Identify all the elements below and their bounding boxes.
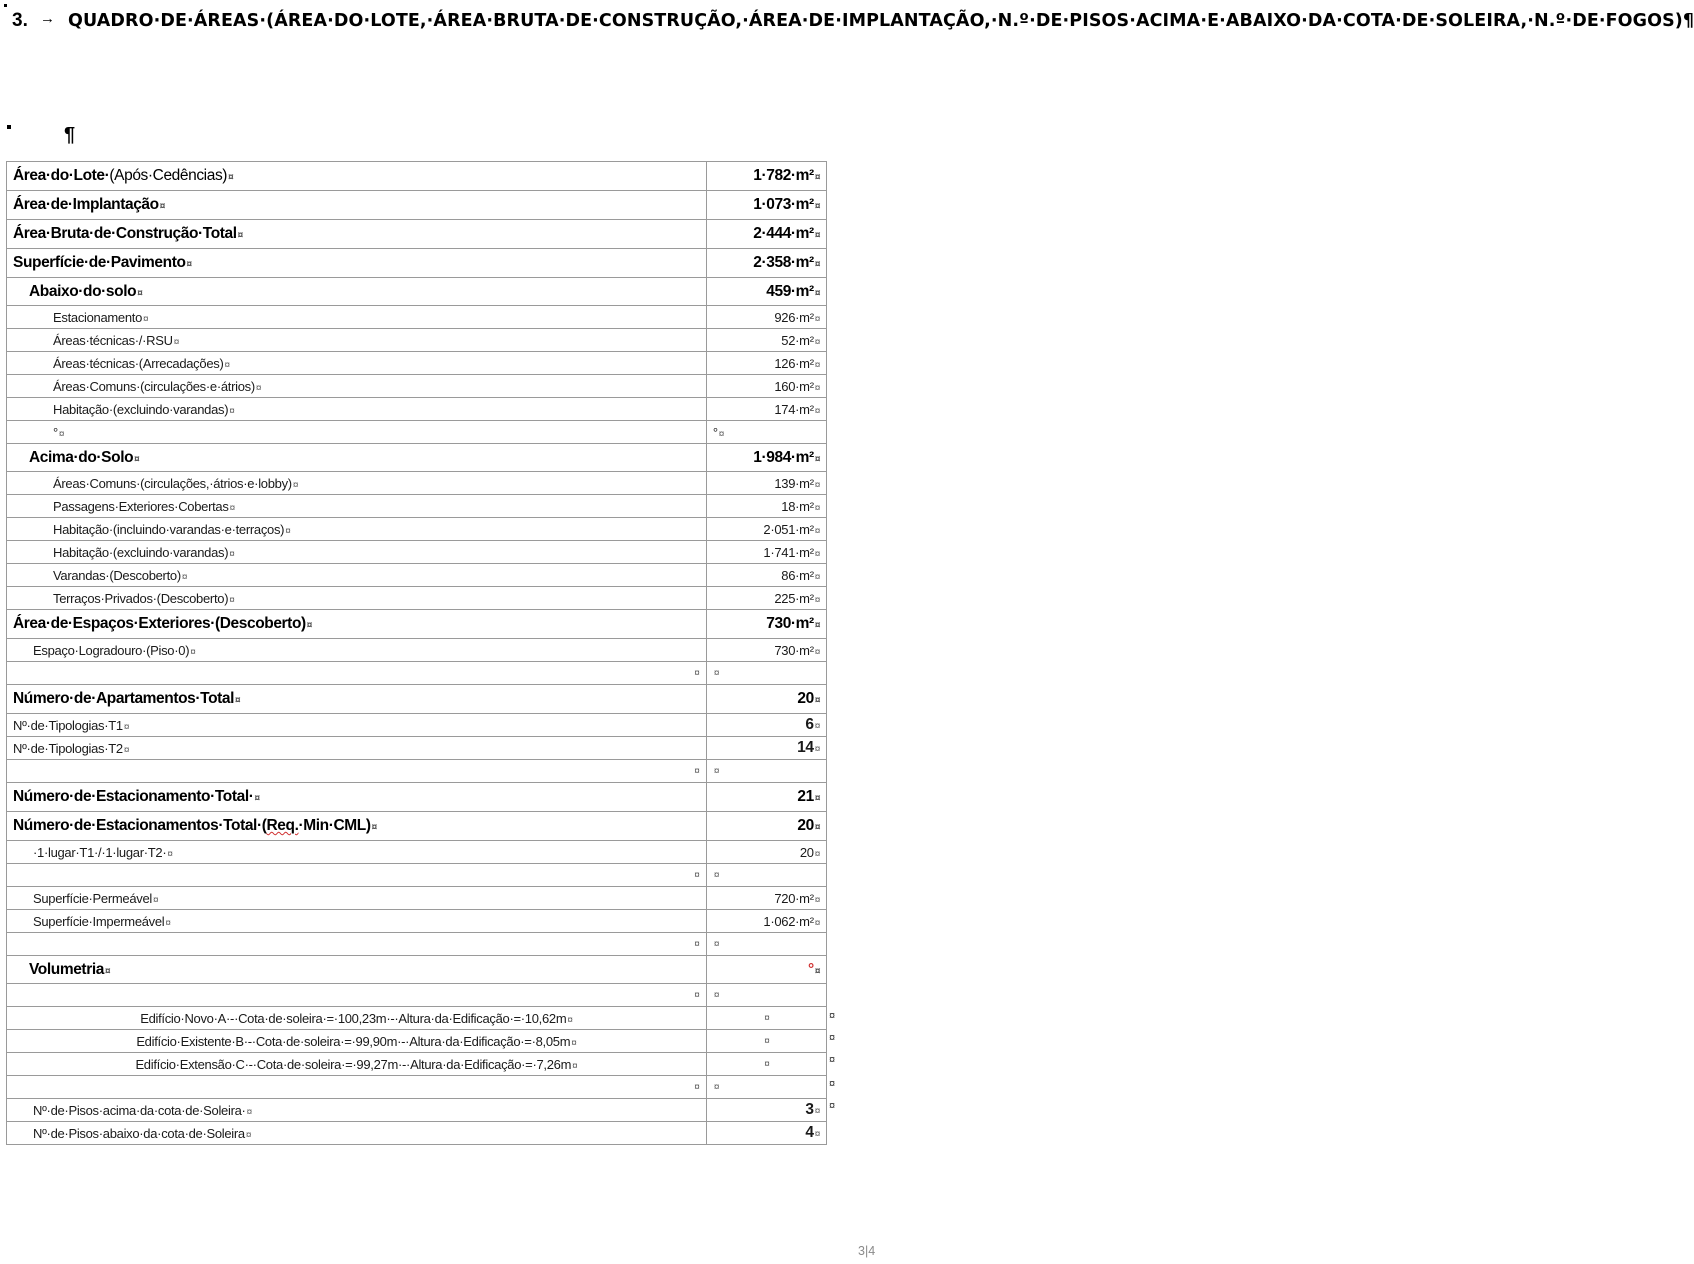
row-label: Habitação·(incluindo·varandas·e·terraços)¤	[7, 518, 707, 541]
row-value: 1·073·m²¤	[706, 191, 826, 220]
table-row	[7, 714, 827, 737]
table-row	[7, 639, 827, 662]
row-label: Áreas·Comuns·(circulações,·átrios·e·lobby)¤	[7, 472, 707, 495]
table-row-empty	[7, 760, 827, 783]
row-value: 730·m²¤	[706, 639, 826, 662]
blank-paragraph-mark: ¶	[64, 124, 76, 146]
table-row-empty	[7, 1076, 827, 1099]
row-label: Edifício·Novo·A·-·Cota·de·soleira·=·100,23m·-·Altura·da·Edificação·=·10,62m¤	[7, 1007, 707, 1030]
row-label: Estacionamento¤	[7, 306, 707, 329]
table-row	[7, 398, 827, 421]
table-row	[7, 329, 827, 352]
row-label: Nº·de·Pisos·acima·da·cota·de·Soleira·¤	[7, 1099, 707, 1122]
row-label: Nº·de·Pisos·abaixo·da·cota·de·Soleira¤	[7, 1122, 707, 1145]
table-row	[7, 220, 827, 249]
row-value: ¤	[706, 864, 826, 887]
table-row	[7, 956, 827, 984]
table-row	[7, 278, 827, 306]
row-value: 52·m²¤	[706, 329, 826, 352]
row-value: 174·m²¤	[706, 398, 826, 421]
row-label: Área·do·Lote·(Após·Cedências)¤	[7, 162, 707, 191]
row-label: Terraços·Privados·(Descoberto)¤	[7, 587, 707, 610]
end-of-row-mark: ¤	[829, 1032, 836, 1044]
table-row	[7, 421, 827, 444]
row-value: 18·m²¤	[706, 495, 826, 518]
row-value: 6¤	[706, 714, 826, 737]
end-of-row-mark: ¤	[829, 1010, 836, 1022]
row-label: Área·Bruta·de·Construção·Total¤	[7, 220, 707, 249]
table-row	[7, 444, 827, 472]
table-row	[7, 472, 827, 495]
table-row	[7, 685, 827, 714]
table-row	[7, 610, 827, 639]
row-value: ¤	[706, 984, 826, 1007]
row-label: Áreas·técnicas·(Arrecadações)¤	[7, 352, 707, 375]
row-value: 20¤	[706, 685, 826, 714]
row-value: 720·m²¤	[706, 887, 826, 910]
row-value: 2·051·m²¤	[706, 518, 826, 541]
table-row	[7, 495, 827, 518]
end-of-row-mark: ¤	[829, 1100, 836, 1112]
row-value: 459·m²¤	[706, 278, 826, 306]
row-value: 21¤	[706, 783, 826, 812]
row-label: Passagens·Exteriores·Cobertas¤	[7, 495, 707, 518]
row-label: Habitação·(excluindo·varandas)¤	[7, 398, 707, 421]
row-value: ¤	[706, 1053, 826, 1076]
table-row-empty	[7, 933, 827, 956]
table-row	[7, 587, 827, 610]
row-value: ¤	[706, 933, 826, 956]
row-value: 3¤	[706, 1099, 826, 1122]
spellcheck-underline: Req.	[266, 817, 299, 834]
table-row	[7, 783, 827, 812]
table-row-empty	[7, 984, 827, 1007]
table-row	[7, 841, 827, 864]
table-row	[7, 887, 827, 910]
row-value: 20¤	[706, 812, 826, 841]
row-value: ¤	[706, 1030, 826, 1053]
row-label: Número·de·Estacionamento·Total·¤	[7, 783, 707, 812]
row-label: Área·de·Implantação¤	[7, 191, 707, 220]
row-value: 160·m²¤	[706, 375, 826, 398]
row-label: °¤	[7, 421, 707, 444]
row-value: ¤	[706, 1007, 826, 1030]
row-label: Habitação·(excluindo·varandas)¤	[7, 541, 707, 564]
row-value: 14¤	[706, 737, 826, 760]
table-row	[7, 249, 827, 278]
row-value: 126·m²¤	[706, 352, 826, 375]
row-value: 1·062·m²¤	[706, 910, 826, 933]
table-row	[7, 162, 827, 191]
row-value: 730·m²¤	[706, 610, 826, 639]
tab-arrow: →	[40, 10, 55, 27]
row-value: 1·984·m²¤	[706, 444, 826, 472]
row-value: ¤	[706, 760, 826, 783]
row-label: ¤	[7, 760, 707, 783]
table-row	[7, 1053, 827, 1076]
row-label: Número·de·Apartamentos·Total¤	[7, 685, 707, 714]
row-label: Superfície·Permeável¤	[7, 887, 707, 910]
row-label: ¤	[7, 984, 707, 1007]
row-label: Área·de·Espaços·Exteriores·(Descoberto)¤	[7, 610, 707, 639]
table-row	[7, 1007, 827, 1030]
row-value: 20¤	[706, 841, 826, 864]
table-row	[7, 737, 827, 760]
row-label: Superfície·de·Pavimento¤	[7, 249, 707, 278]
row-value: °¤	[706, 421, 826, 444]
table-row-empty	[7, 864, 827, 887]
row-value: 1·782·m²¤	[706, 162, 826, 191]
table-row	[7, 1030, 827, 1053]
table-row	[7, 518, 827, 541]
row-value: 225·m²¤	[706, 587, 826, 610]
table-row	[7, 1099, 827, 1122]
row-label: Volumetria¤	[7, 956, 707, 984]
paragraph-marker	[7, 125, 11, 129]
row-value: 2·444·m²¤	[706, 220, 826, 249]
row-value: ¤	[706, 1076, 826, 1099]
row-label: Abaixo·do·solo¤	[7, 278, 707, 306]
heading-marker	[4, 4, 7, 7]
areas-table	[6, 161, 827, 1145]
row-value: 926·m²¤	[706, 306, 826, 329]
row-label: Varandas·(Descoberto)¤	[7, 564, 707, 587]
row-label: ¤	[7, 1076, 707, 1099]
row-value: 4¤	[706, 1122, 826, 1145]
table-row	[7, 910, 827, 933]
row-label: Nº·de·Tipologias·T2¤	[7, 737, 707, 760]
row-label: Edifício·Extensão·C·-·Cota·de·soleira·=·99,27m·-·Altura·da·Edificação·=·7,26m¤	[7, 1053, 707, 1076]
row-value: 139·m²¤	[706, 472, 826, 495]
table-row	[7, 541, 827, 564]
row-value: 86·m²¤	[706, 564, 826, 587]
table-row	[7, 191, 827, 220]
heading-number: 3.	[12, 10, 28, 31]
row-label: Áreas·técnicas·/·RSU¤	[7, 329, 707, 352]
row-label: Edifício·Existente·B·-·Cota·de·soleira·=·99,90m·-·Altura·da·Edificação·=·8,05m¤	[7, 1030, 707, 1053]
table-row	[7, 306, 827, 329]
row-label: ·1·lugar·T1·/·1·lugar·T2·¤	[7, 841, 707, 864]
row-label: ¤	[7, 933, 707, 956]
table-row	[7, 564, 827, 587]
row-label: Nº·de·Tipologias·T1¤	[7, 714, 707, 737]
row-label: Acima·do·Solo¤	[7, 444, 707, 472]
row-label: ¤	[7, 864, 707, 887]
table-row	[7, 375, 827, 398]
row-value: 1·741·m²¤	[706, 541, 826, 564]
page-number: 3|4	[858, 1244, 876, 1258]
table-row	[7, 1122, 827, 1145]
row-label: ¤	[7, 662, 707, 685]
heading-text: QUADRO·DE·ÁREAS·(ÁREA·DO·LOTE,·ÁREA·BRUTA·DE·CONSTRUÇÃO,·ÁREA·DE·IMPLANTAÇÃO,·N.º·DE·PISOS·ACIMA·E·ABAIXO·DA·COTA·DE·SOLEIRA,·N.º·DE·FOGOS)¶	[68, 11, 1694, 31]
table-row	[7, 352, 827, 375]
row-value: °¤	[706, 956, 826, 984]
end-of-row-mark: ¤	[829, 1078, 836, 1090]
end-of-row-mark: ¤	[829, 1054, 836, 1066]
row-label: Espaço·Logradouro·(Piso·0)¤	[7, 639, 707, 662]
row-value: 2·358·m²¤	[706, 249, 826, 278]
row-label: Superfície·Impermeável¤	[7, 910, 707, 933]
table-row	[7, 812, 827, 841]
row-label: Número·de·Estacionamentos·Total·(Req.·Min·CML)¤	[7, 812, 707, 841]
row-value: ¤	[706, 662, 826, 685]
row-label: Áreas·Comuns·(circulações·e·átrios)¤	[7, 375, 707, 398]
table-row-empty	[7, 662, 827, 685]
